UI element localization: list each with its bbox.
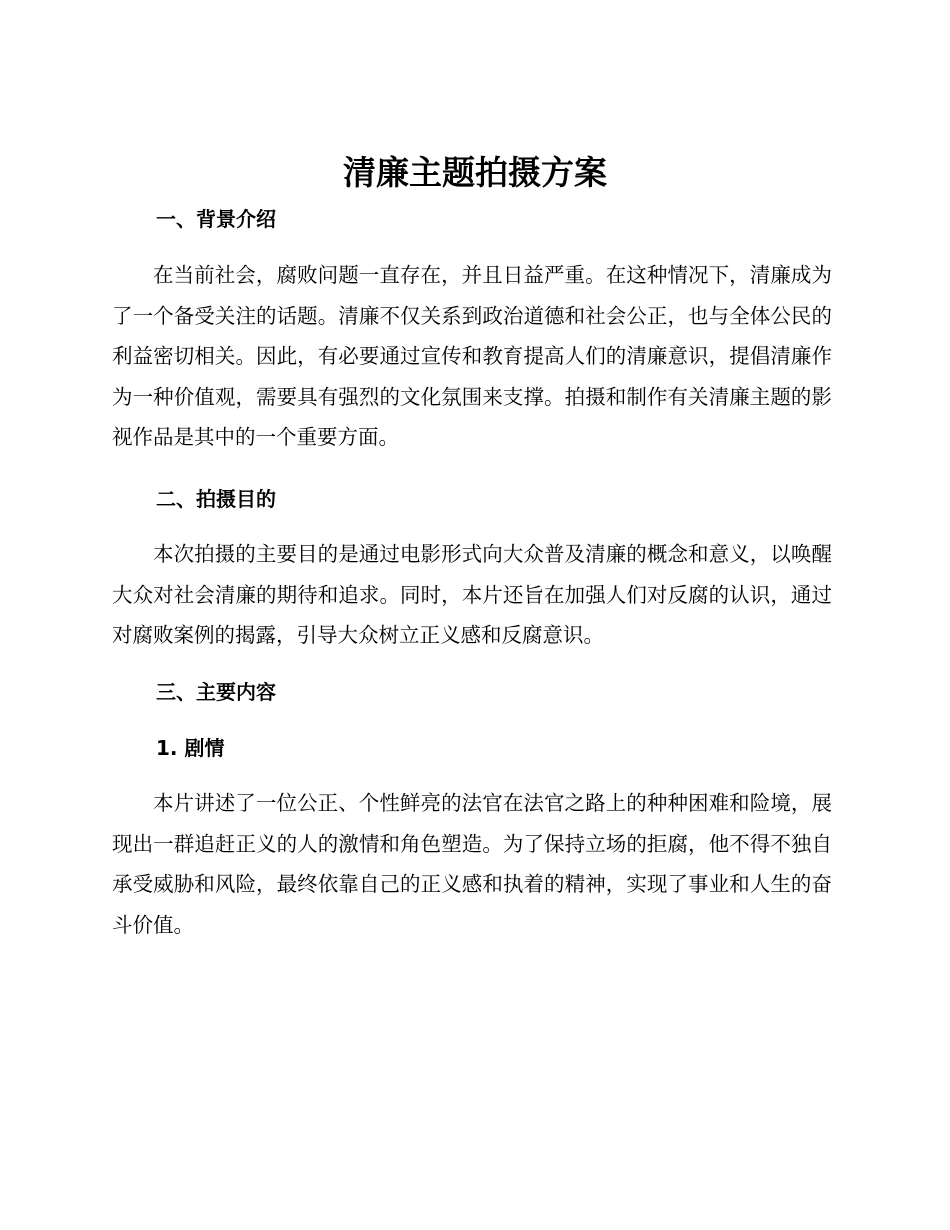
section-heading-purpose: 二、拍摄目的 xyxy=(156,487,276,511)
document-title: 清廉主题拍摄方案 xyxy=(343,153,607,192)
section-heading-background: 一、背景介绍 xyxy=(156,207,276,231)
section-heading-content: 三、主要内容 xyxy=(156,680,276,704)
section-paragraph-purpose: 本次拍摄的主要目的是通过电影形式向大众普及清廉的概念和意义，以唤醒大众对社会清廉的期待和追求。同时，本片还旨在加强人们对反腐的认识，通过对腐败案例的揭露，引导大众树立正义感和反腐意识。 xyxy=(112,542,832,647)
section-paragraph-background: 在当前社会，腐败问题一直存在，并且日益严重。在这种情况下，清廉成为了一个备受关注的话题。清廉不仅关系到政治道德和社会公正，也与全体公民的利益密切相关。因此，有必要通过宣传和教育提高人们的清廉意识，提倡清廉作为一种价值观，需要具有强烈的文化氛围来支撑。拍摄和制作有关清廉主题的影视作品是其中的一个重要方面。 xyxy=(112,263,832,449)
subsection-paragraph-plot: 本片讲述了一位公正、个性鲜亮的法官在法官之路上的种种困难和险境，展现出一群追赶正义的人的激情和角色塑造。为了保持立场的拒腐，他不得不独自承受威胁和风险，最终依靠自己的正义感和执着的精神，实现了事业和人生的奋斗价值。 xyxy=(112,791,832,937)
subsection-heading-plot: 1. 剧情 xyxy=(156,736,225,760)
